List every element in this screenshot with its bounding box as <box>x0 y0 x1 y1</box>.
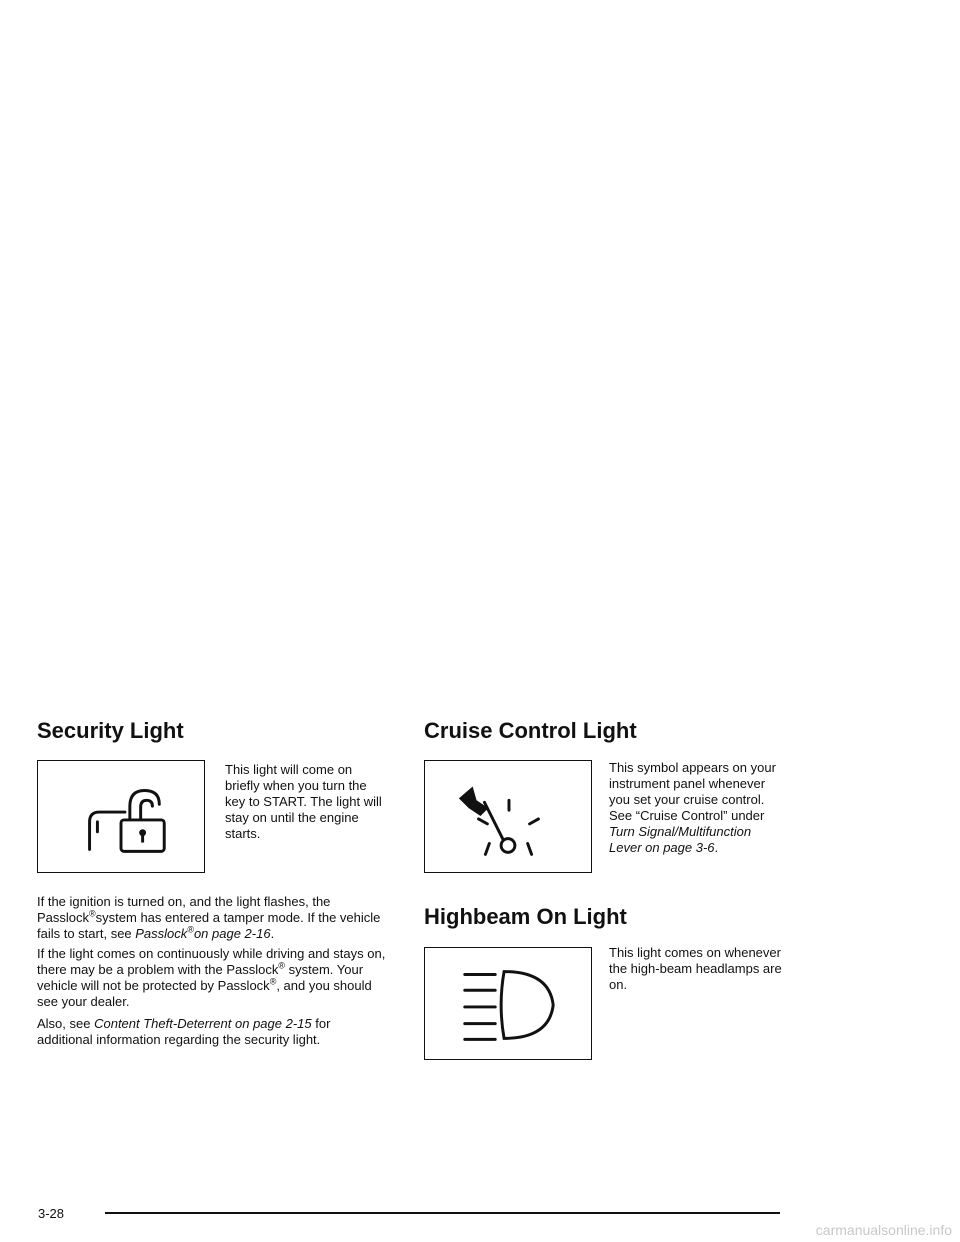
highbeam-icon-box <box>424 947 592 1060</box>
cruise-control-icon-box <box>424 760 592 873</box>
cruise-control-light-heading: Cruise Control Light <box>424 718 637 743</box>
ref-text: Passlock <box>135 926 188 941</box>
highbeam-icon <box>425 948 591 1059</box>
para-text: system has entered a tamper mode. If the vehicle fails to start, see <box>37 910 381 941</box>
turn-signal-lever-ref-link[interactable]: Turn Signal/Multifunction Lever on page 3-6 <box>609 824 752 855</box>
registered-mark: ® <box>269 976 277 987</box>
security-lock-icon <box>38 761 204 872</box>
para-text: system. Your vehicle will not be protected by Passlock <box>37 962 364 993</box>
para-text: If the light comes on continuously while driving and stays on, there may be a problem with the Passlock <box>37 946 386 977</box>
page-number: 3-28 <box>38 1206 65 1221</box>
security-also-see-paragraph <box>37 1016 387 1048</box>
para-text: for additional information regarding the security light. <box>37 1016 331 1047</box>
side-text: . <box>714 840 719 855</box>
footer-rule <box>105 1212 780 1214</box>
para-text: . <box>270 926 275 941</box>
security-light-description: This light will come on briefly when you turn the key to START. The light will stay on until the engine starts. <box>225 762 382 841</box>
security-light-heading: Security Light <box>37 718 184 743</box>
registered-mark: ® <box>278 960 285 971</box>
highbeam-description: This light comes on whenever the high-beam headlamps are on. <box>609 945 782 992</box>
passlock-page-ref-link[interactable] <box>135 926 270 941</box>
cruise-control-icon <box>425 761 591 872</box>
side-text: This symbol appears on your instrument panel whenever you set your cruise control. See “Cruise Control” under <box>609 760 776 823</box>
para-text: , and you should see your dealer. <box>37 978 372 1009</box>
security-light-icon-box <box>37 760 205 873</box>
para-text: If the ignition is turned on, and the light flashes, the Passlock <box>37 894 331 925</box>
watermark: carmanualsonline.info <box>815 1222 952 1238</box>
content-theft-deterrent-ref-link[interactable]: Content Theft-Deterrent on page 2-15 <box>94 1016 312 1031</box>
security-continuous-paragraph <box>37 946 387 1010</box>
security-tamper-paragraph <box>37 894 387 942</box>
registered-mark: ® <box>187 924 194 935</box>
highbeam-light-heading: Highbeam On Light <box>424 904 627 929</box>
para-text: Also, see <box>37 1016 95 1031</box>
registered-mark: ® <box>89 908 96 919</box>
ref-text: on page 2-16 <box>193 926 271 941</box>
cruise-control-description <box>609 760 784 856</box>
